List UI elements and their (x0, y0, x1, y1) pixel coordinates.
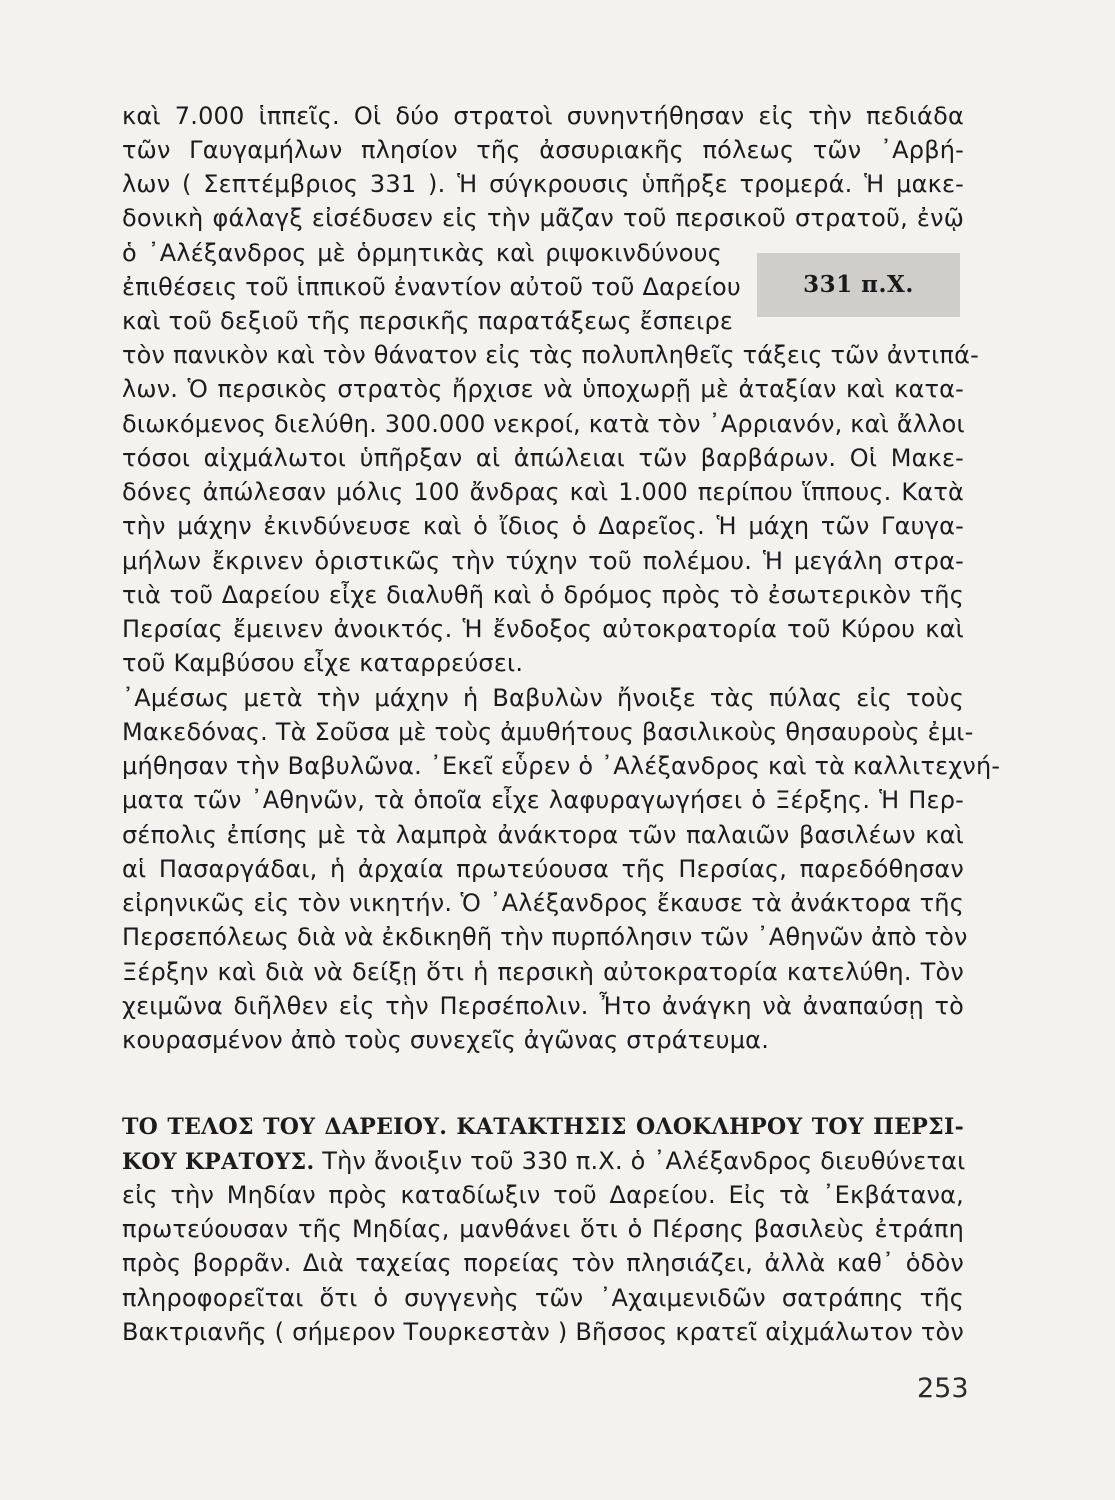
section-heading: ΤΟ ΤΕΛΟΣ ΤΟΥ ΔΑΡΕΙΟΥ. ΚΑΤΑΚΤΗΣΙΣ ΟΛΟΚΛΗΡΟΥ ΤΟΥ ΠΕΡΣΙ- (122, 1114, 964, 1140)
text-line: δόνες ἀπώλεσαν μόλις 100 ἄνδρας καὶ 1.000 περίπου ἵππους. Κατὰ (122, 478, 964, 506)
text-line: Μακεδόνας. Τὰ Σοῦσα μὲ τοὺς ἀμυθήτους βασιλικοὺς θησαυροὺς ἐμι- (122, 718, 974, 746)
text-line: τιὰ τοῦ Δαρείου εἶχε διαλυθῆ καὶ ὁ δρόμος πρὸς τὸ ἐσωτερικὸν τῆς (122, 581, 964, 609)
text-line: καὶ 7.000 ἱππεῖς. Οἱ δύο στρατοὶ συνηντήθησαν εἰς τὴν πεδιάδα (122, 102, 964, 130)
text-line: ἐπιθέσεις τοῦ ἱππικοῦ ἐναντίον αὐτοῦ τοῦ Δαρείου (122, 273, 741, 301)
text-line: Περσίας ἔμεινεν ἀνοικτός. Ἡ ἔνδοξος αὐτοκρατορία τοῦ Κύρου καὶ (122, 615, 964, 643)
text-line: εἰς τὴν Μηδίαν πρὸς καταδίωξιν τοῦ Δαρείου. Εἰς τὰ ᾿Εκβάτανα, (122, 1181, 964, 1209)
text-line: Περσεπόλεως διὰ νὰ ἐκδικηθῆ τὴν πυρπόλησιν τῶν ᾿Αθηνῶν ἀπὸ τὸν (122, 923, 968, 951)
text-span: Τὴν ἄνοιξιν τοῦ 330 π.Χ. ὁ ᾿Αλέξανδρος διευθύνεται (314, 1147, 966, 1175)
text-line: σέπολις ἐπίσης μὲ τὰ λαμπρὰ ἀνάκτορα τῶν παλαιῶν βασιλέων καὶ (122, 821, 964, 849)
page-number: 253 (917, 1373, 969, 1404)
text-line: καὶ τοῦ δεξιοῦ τῆς περσικῆς παρατάξεως ἔσπειρε (122, 307, 734, 335)
text-line: κουρασμένον ἀπὸ τοὺς συνεχεῖς ἀγῶνας στράτευμα. (122, 1026, 770, 1054)
text-line: ὁ ᾿Αλέξανδρος μὲ ὁρμητικὰς καὶ ριψοκινδύνους (122, 239, 722, 267)
text-line: λων ( Σεπτέμβριος 331 ). Ἡ σύγκρουσις ὑπῆρξε τρομερά. Ἡ μακε- (122, 170, 964, 198)
text-line: Ξέρξην καὶ διὰ νὰ δείξῃ ὅτι ἡ περσικὴ αὐτοκρατορία κατελύθη. Τὸν (122, 958, 964, 986)
text-line: εἰρηνικῶς εἰς τὸν νικητήν. Ὁ ᾿Αλέξανδρος ἔκαυσε τὰ ἀνάκτορα τῆς (122, 889, 964, 917)
text-line: πληροφορεῖται ὅτι ὁ συγγενὴς τῶν ᾿Αχαιμενιδῶν σατράπης τῆς (122, 1284, 964, 1312)
text-line: ᾿Αμέσως μετὰ τὴν μάχην ἡ Βαβυλὼν ἤνοιξε τὰς πύλας εἰς τοὺς (122, 684, 964, 712)
margin-date-box (757, 253, 960, 317)
text-line: τῶν Γαυγαμήλων πλησίον τῆς ἀσσυριακῆς πόλεως τῶν ᾿Αρβή- (122, 136, 964, 164)
text-line: διωκόμενος διελύθη. 300.000 νεκροί, κατὰ τὸν ᾿Αρριανόν, καὶ ἄλλοι (122, 410, 965, 438)
text-line: πρωτεύουσαν τῆς Μηδίας, μανθάνει ὅτι ὁ Πέρσης βασιλεὺς ἐτράπη (122, 1215, 964, 1243)
text-line: μήλων ἔκρινεν ὁριστικῶς τὴν τύχην τοῦ πολέμου. Ἡ μεγάλη στρα- (122, 547, 964, 575)
text-line: Βακτριανῆς ( σήμερον Τουρκεστὰν ) Βῆσσος κρατεῖ αἰχμάλωτον τὸν (122, 1318, 964, 1346)
section-heading-continued: ΚΟΥ ΚΡΑΤΟΥΣ. (122, 1149, 315, 1175)
text-line: τόσοι αἰχμάλωτοι ὑπῆρξαν αἱ ἀπώλειαι τῶν βαρβάρων. Οἱ Μακε- (122, 444, 964, 472)
text-line (122, 1144, 964, 1179)
text-line: αἱ Πασαργάδαι, ἡ ἀρχαία πρωτεύουσα τῆς Περσίας, παρεδόθησαν (122, 855, 964, 883)
text-line: τοῦ Καμβύσου εἶχε καταρρεύσει. (122, 649, 524, 677)
text-line: τὸν πανικὸν καὶ τὸν θάνατον εἰς τὰς πολυπληθεῖς τάξεις τῶν ἀντιπά- (122, 341, 979, 369)
text-line: ματα τῶν ᾿Αθηνῶν, τὰ ὁποῖα εἶχε λαφυραγωγήσει ὁ Ξέρξης. Ἡ Περ- (122, 786, 964, 814)
text-line: χειμῶνα διῆλθεν εἰς τὴν Περσέπολιν. Ἦτο ἀνάγκη νὰ ἀναπαύσῃ τὸ (122, 992, 964, 1020)
text-line: πρὸς βορρᾶν. Διὰ ταχείας πορείας τὸν πλησιάζει, ἀλλὰ καθ᾿ ὁδὸν (122, 1249, 964, 1277)
text-line: μήθησαν τὴν Βαβυλῶνα. ᾿Εκεῖ εὗρεν ὁ ᾿Αλέξανδρος καὶ τὰ καλλιτεχνή- (122, 752, 1001, 780)
text-line: λων. Ὁ περσικὸς στρατὸς ἤρχισε νὰ ὑποχωρῇ μὲ ἀταξίαν καὶ κατα- (122, 375, 964, 403)
text-line: δονικὴ φάλαγξ εἰσέδυσεν εἰς τὴν μᾶζαν τοῦ περσικοῦ στρατοῦ, ἐνῷ (122, 204, 964, 232)
margin-date-label: 331 π.Χ. (803, 271, 914, 298)
text-line: τὴν μάχην ἐκινδύνευσε καὶ ὁ ἴδιος ὁ Δαρεῖος. Ἡ μάχη τῶν Γαυγα- (122, 512, 964, 540)
